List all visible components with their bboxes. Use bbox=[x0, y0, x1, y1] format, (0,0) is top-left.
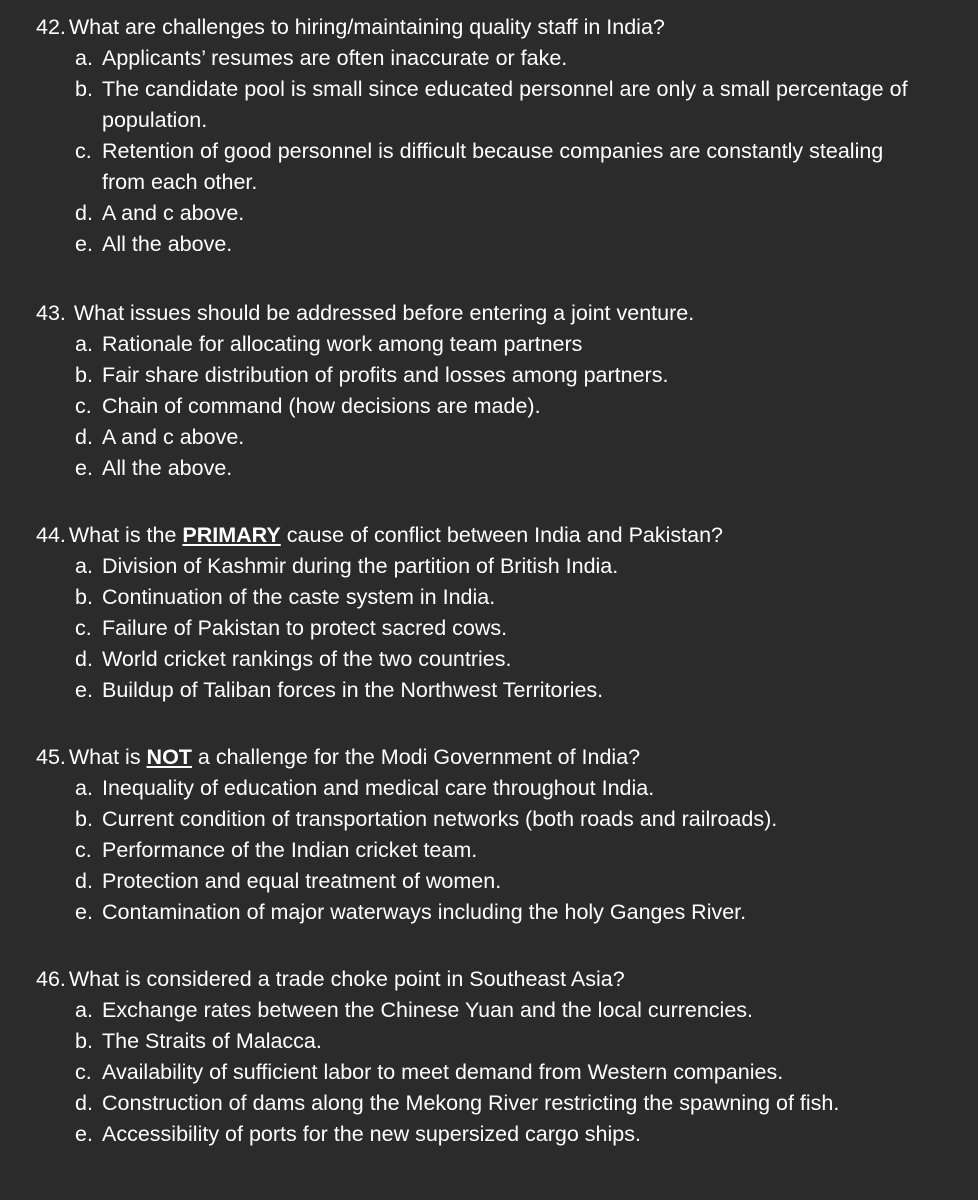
option-d bbox=[0, 866, 922, 897]
option-text: Rationale for allocating work among team partners bbox=[102, 332, 583, 356]
question-44 bbox=[0, 520, 978, 706]
question-45 bbox=[0, 742, 978, 928]
question-text: What issues should be addressed before entering a joint venture. bbox=[73, 301, 695, 325]
option-text: The Straits of Malacca. bbox=[102, 1029, 322, 1053]
option-letter: d. bbox=[75, 869, 93, 893]
option-text: A and c above. bbox=[102, 425, 245, 449]
option-letter: e. bbox=[75, 678, 93, 702]
option-text: Chain of command (how decisions are made). bbox=[102, 394, 541, 418]
question-text: What is considered a trade choke point in Southeast Asia? bbox=[68, 967, 625, 991]
emphasis-word: PRIMARY bbox=[182, 523, 281, 547]
option-b bbox=[0, 804, 922, 835]
option-letter: a. bbox=[75, 554, 93, 578]
option-a bbox=[0, 43, 922, 74]
option-text: Fair share distribution of profits and losses among partners. bbox=[102, 363, 669, 387]
question-text-before: What is the bbox=[68, 523, 183, 547]
option-a bbox=[0, 995, 922, 1026]
option-e bbox=[0, 229, 922, 260]
option-b bbox=[0, 74, 922, 136]
option-letter: a. bbox=[75, 776, 93, 800]
option-letter: d. bbox=[75, 647, 93, 671]
option-letter: c. bbox=[75, 394, 92, 418]
option-letter: a. bbox=[75, 46, 93, 70]
option-c bbox=[0, 1057, 922, 1088]
option-b bbox=[0, 1026, 922, 1057]
option-text: Division of Kashmir during the partition of British India. bbox=[102, 554, 619, 578]
question-text-after: cause of conflict between India and Pakistan? bbox=[280, 523, 723, 547]
option-list bbox=[0, 43, 978, 260]
option-a bbox=[0, 329, 922, 360]
option-letter: d. bbox=[75, 201, 93, 225]
option-letter: e. bbox=[75, 232, 93, 256]
question-text: What are challenges to hiring/maintaining quality staff in India? bbox=[68, 15, 665, 39]
option-c bbox=[0, 835, 922, 866]
emphasis-word: NOT bbox=[146, 745, 192, 769]
option-text: Applicants’ resumes are often inaccurate or fake. bbox=[102, 46, 568, 70]
option-d bbox=[0, 198, 922, 229]
option-b bbox=[0, 360, 922, 391]
option-letter: b. bbox=[75, 807, 93, 831]
option-b bbox=[0, 582, 922, 613]
option-text: Failure of Pakistan to protect sacred cows. bbox=[102, 616, 508, 640]
option-text: Performance of the Indian cricket team. bbox=[102, 838, 478, 862]
option-e bbox=[0, 897, 922, 928]
option-c bbox=[0, 391, 922, 422]
option-text: All the above. bbox=[102, 232, 233, 256]
question-text-after: a challenge for the Modi Government of India? bbox=[191, 745, 641, 769]
option-e bbox=[0, 453, 922, 484]
option-list bbox=[0, 773, 978, 928]
option-letter: e. bbox=[75, 456, 93, 480]
question-42 bbox=[0, 12, 978, 260]
option-text: Protection and equal treatment of women. bbox=[102, 869, 502, 893]
question-stem bbox=[0, 742, 978, 773]
option-a bbox=[0, 551, 922, 582]
option-text: Inequality of education and medical care throughout India. bbox=[102, 776, 655, 800]
question-number: 45. bbox=[36, 745, 66, 769]
option-letter: b. bbox=[75, 77, 93, 101]
option-text: Continuation of the caste system in India. bbox=[102, 585, 496, 609]
option-text: Availability of sufficient labor to meet demand from Western companies. bbox=[102, 1060, 784, 1084]
option-text: Construction of dams along the Mekong River restricting the spawning of fish. bbox=[102, 1091, 840, 1115]
option-text: A and c above. bbox=[102, 201, 245, 225]
option-letter: e. bbox=[75, 900, 93, 924]
question-stem bbox=[0, 520, 978, 551]
option-text: Exchange rates between the Chinese Yuan and the local currencies. bbox=[102, 998, 754, 1022]
question-number: 42. bbox=[36, 15, 66, 39]
question-stem bbox=[0, 298, 978, 329]
option-list bbox=[0, 995, 978, 1150]
option-letter: d. bbox=[75, 1091, 93, 1115]
question-stem bbox=[0, 12, 978, 43]
option-letter: c. bbox=[75, 139, 92, 163]
option-text: Current condition of transportation networks (both roads and railroads). bbox=[102, 807, 778, 831]
option-e bbox=[0, 1119, 922, 1150]
question-number: 44. bbox=[36, 523, 66, 547]
option-letter: b. bbox=[75, 1029, 93, 1053]
question-number: 43. bbox=[36, 301, 66, 325]
option-list bbox=[0, 329, 978, 484]
option-letter: d. bbox=[75, 425, 93, 449]
option-letter: a. bbox=[75, 998, 93, 1022]
option-letter: c. bbox=[75, 838, 92, 862]
option-c bbox=[0, 613, 922, 644]
question-46 bbox=[0, 964, 978, 1150]
option-d bbox=[0, 644, 922, 675]
option-letter: e. bbox=[75, 1122, 93, 1146]
option-letter: b. bbox=[75, 585, 93, 609]
question-43 bbox=[0, 298, 978, 484]
option-letter: a. bbox=[75, 332, 93, 356]
option-a bbox=[0, 773, 922, 804]
question-text-before: What is bbox=[68, 745, 147, 769]
option-text: All the above. bbox=[102, 456, 233, 480]
option-letter: b. bbox=[75, 363, 93, 387]
option-d bbox=[0, 422, 922, 453]
option-d bbox=[0, 1088, 922, 1119]
option-text: The candidate pool is small since educated personnel are only a small percentage of population. bbox=[102, 77, 908, 132]
option-text: Retention of good personnel is difficult because companies are constantly stealing from each other. bbox=[102, 139, 884, 194]
option-e bbox=[0, 675, 922, 706]
option-list bbox=[0, 551, 978, 706]
option-text: Accessibility of ports for the new supersized cargo ships. bbox=[102, 1122, 641, 1146]
option-letter: c. bbox=[75, 616, 92, 640]
option-c bbox=[0, 136, 922, 198]
question-number: 46. bbox=[36, 967, 66, 991]
question-stem bbox=[0, 964, 978, 995]
option-text: Contamination of major waterways including the holy Ganges River. bbox=[102, 900, 747, 924]
option-text: World cricket rankings of the two countries. bbox=[102, 647, 512, 671]
option-text: Buildup of Taliban forces in the Northwest Territories. bbox=[102, 678, 604, 702]
option-letter: c. bbox=[75, 1060, 92, 1084]
